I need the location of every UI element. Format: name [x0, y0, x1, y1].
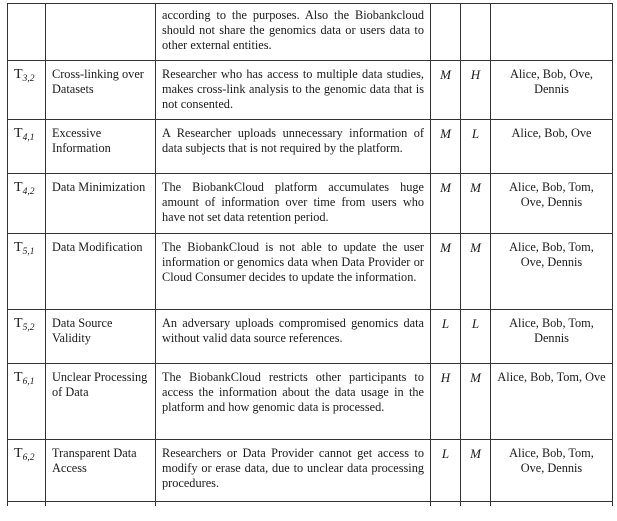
threat-row-t4-1: [8, 120, 613, 174]
likelihood-cell: M: [431, 174, 461, 234]
threat-description-cell: [156, 502, 431, 507]
threat-id-cell: $T_{5,2}$: [8, 310, 46, 364]
impact-cell: M: [461, 174, 491, 234]
actors-cell: [491, 502, 613, 507]
impact-cell: L: [461, 310, 491, 364]
threat-id-cell: $T_{5,1}$: [8, 234, 46, 310]
actors-cell: Alice, Bob, Tom, Ove, Dennis: [491, 174, 613, 234]
threat-id-cell: $T_{4,1}$: [8, 120, 46, 174]
threat-name-cell: Excessive Information: [46, 120, 156, 174]
threat-id-cell: $T_{4,2}$: [8, 174, 46, 234]
threat-description-cell: An adversary uploads compromised genomics data without valid data source references.: [156, 310, 431, 364]
threat-name-cell: [46, 502, 156, 507]
threat-table-body: [8, 4, 613, 507]
threat-id-cell: $T_{6,1}$: [8, 364, 46, 440]
threat-description-cell: Researchers or Data Provider cannot get access to modify or erase data, due to unclear data processing procedures.: [156, 440, 431, 502]
impact-cell: M: [461, 364, 491, 440]
threat-id-cell: $T_{3,2}$: [8, 61, 46, 120]
threat-table: [7, 3, 613, 506]
threat-id-cell: $T_{6,2}$: [8, 440, 46, 502]
likelihood-cell: M: [431, 120, 461, 174]
actors-cell: Alice, Bob, Ove, Dennis: [491, 61, 613, 120]
truncated-row: [8, 502, 613, 507]
likelihood-cell: L: [431, 310, 461, 364]
threat-description-cell: according to the purposes. Also the Biobankcloud should not share the genomics data or users data to other external entities.: [156, 4, 431, 61]
threat-id-cell: [8, 4, 46, 61]
threat-row-t3-2: [8, 61, 613, 120]
threat-id-cell: [8, 502, 46, 507]
threat-name-cell: Data Modification: [46, 234, 156, 310]
actors-cell: Alice, Bob, Tom, Dennis: [491, 310, 613, 364]
threat-description-cell: The BiobankCloud restricts other participants to access the information about the data usage in the platform and how genomic data is processed.: [156, 364, 431, 440]
impact-cell: M: [461, 440, 491, 502]
impact-cell: L: [461, 120, 491, 174]
threat-row-t5-1: [8, 234, 613, 310]
actors-cell: Alice, Bob, Tom, Ove, Dennis: [491, 234, 613, 310]
threat-description-cell: The BiobankCloud platform accumulates huge amount of information over time from users who have not set data retention period.: [156, 174, 431, 234]
threat-name-cell: [46, 4, 156, 61]
threat-name-cell: Transparent Data Access: [46, 440, 156, 502]
threat-description-cell: A Researcher uploads unnecessary information of data subjects that is not required by the platform.: [156, 120, 431, 174]
likelihood-cell: H: [431, 364, 461, 440]
actors-cell: Alice, Bob, Ove: [491, 120, 613, 174]
impact-cell: [461, 4, 491, 61]
threat-row-t4-2: [8, 174, 613, 234]
impact-cell: H: [461, 61, 491, 120]
threat-description-cell: The BiobankCloud is not able to update the user information or genomics data when Data Provider or Cloud Consumer decides to update the information.: [156, 234, 431, 310]
actors-cell: [491, 4, 613, 61]
likelihood-cell: [431, 502, 461, 507]
threat-row-t6-2: [8, 440, 613, 502]
threat-row-t5-2: [8, 310, 613, 364]
threat-name-cell: Data Minimization: [46, 174, 156, 234]
threat-name-cell: Data Source Validity: [46, 310, 156, 364]
likelihood-cell: M: [431, 234, 461, 310]
actors-cell: Alice, Bob, Tom, Ove: [491, 364, 613, 440]
impact-cell: [461, 502, 491, 507]
likelihood-cell: [431, 4, 461, 61]
threat-description-cell: Researcher who has access to multiple data studies, makes cross-link analysis to the genomic data that is not consented.: [156, 61, 431, 120]
actors-cell: Alice, Bob, Tom, Ove, Dennis: [491, 440, 613, 502]
likelihood-cell: L: [431, 440, 461, 502]
threat-name-cell: Cross-linking over Datasets: [46, 61, 156, 120]
likelihood-cell: M: [431, 61, 461, 120]
impact-cell: M: [461, 234, 491, 310]
threat-name-cell: Unclear Processing of Data: [46, 364, 156, 440]
continuation-row: [8, 4, 613, 61]
threat-row-t6-1: [8, 364, 613, 440]
